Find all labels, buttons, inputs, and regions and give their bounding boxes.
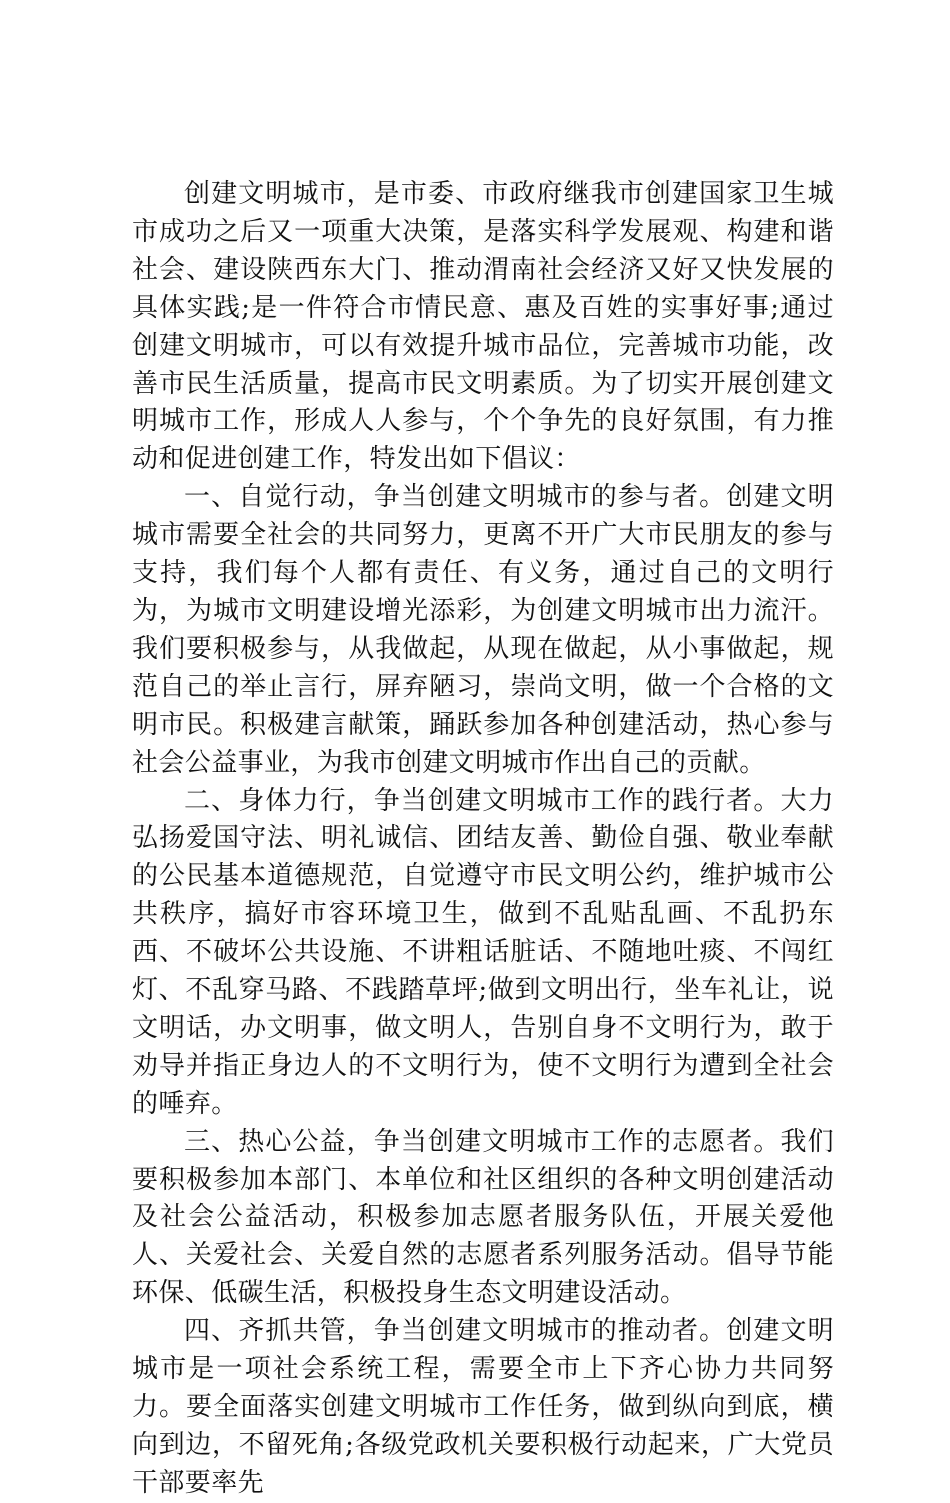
paragraph-point-4: 四、齐抓共管，争当创建文明城市的推动者。创建文明城市是一项社会系统工程，需要全市上下齐心协力共同努力。要全面落实创建文明城市工作任务，做到纵向到底，横向到边，不留死角;各级党政机关要积极行动起来，广大党员干部要率先 [132,1316,834,1498]
document-body [132,176,834,1503]
paragraph-intro: 创建文明城市，是市委、市政府继我市创建国家卫生城市成功之后又一项重大决策，是落实科学发展观、构建和谐社会、建设陕西东大门、推动渭南社会经济又好又快发展的具体实践;是一件符合市情民意、惠及百姓的实事好事;通过创建文明城市，可以有效提升城市品位，完善城市功能，改善市民生活质量，提高市民文明素质。为了切实开展创建文明城市工作，形成人人参与，个个争先的良好氛围，有力推动和促进创建工作，特发出如下倡议： [132,179,834,475]
paragraph-point-1: 一、自觉行动，争当创建文明城市的参与者。创建文明城市需要全社会的共同努力，更离不开广大市民朋友的参与支持，我们每个人都有责任、有义务，通过自己的文明行为，为城市文明建设增光添彩，为创建文明城市出力流汗。我们要积极参与，从我做起，从现在做起，从小事做起，规范自己的举止言行，屏弃陋习，崇尚文明，做一个合格的文明市民。积极建言献策，踊跃参加各种创建活动，热心参与社会公益事业，为我市创建文明城市作出自己的贡献。 [132,482,834,778]
paragraph-point-2: 二、身体力行，争当创建文明城市工作的践行者。大力弘扬爱国守法、明礼诚信、团结友善、勤俭自强、敬业奉献的公民基本道德规范，自觉遵守市民文明公约，维护城市公共秩序，搞好市容环境卫生，做到不乱贴乱画、不乱扔东西、不破坏公共设施、不讲粗话脏话、不随地吐痰、不闯红灯、不乱穿马路、不践踏草坪;做到文明出行，坐车礼让，说文明话，办文明事，做文明人，告别自身不文明行为，敢于劝导并指正身边人的不文明行为，使不文明行为遭到全社会的唾弃。 [132,785,834,1119]
paragraph-point-3: 三、热心公益，争当创建文明城市工作的志愿者。我们要积极参加本部门、本单位和社区组织的各种文明创建活动及社会公益活动，积极参加志愿者服务队伍，开展关爱他人、关爱社会、关爱自然的志愿者系列服务活动。倡导节能环保、低碳生活，积极投身生态文明建设活动。 [132,1126,834,1309]
